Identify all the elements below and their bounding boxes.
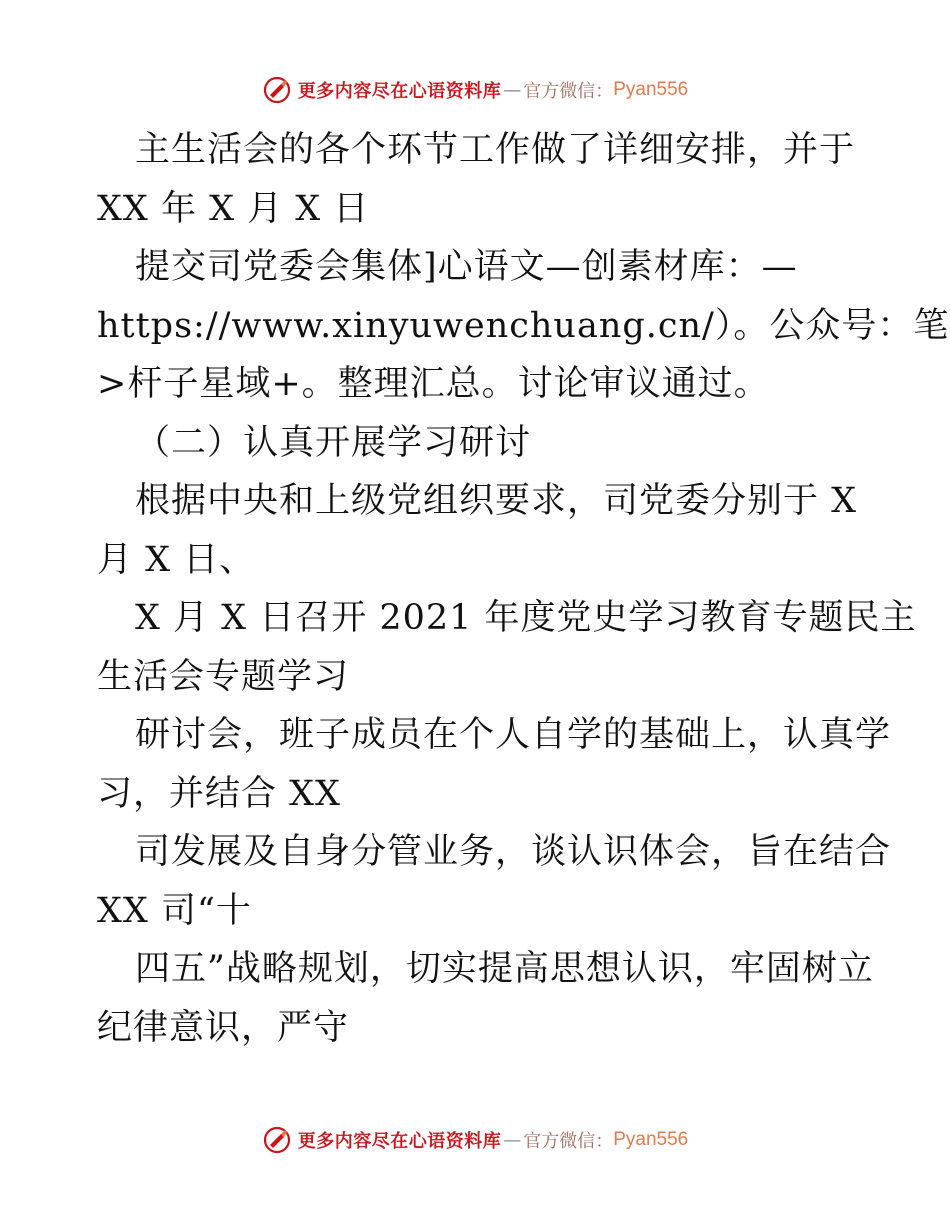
body-line: https://www.xinyuwenchuang.cn/）。公众号：笔 [97,305,950,346]
body-line: 主生活会的各个环节工作做了详细安排，并于 [135,130,856,170]
body-line: XX 年 X 月 X 日 [97,188,370,229]
body-line: X 月 X 日召开 2021 年度党史学习教育专题民主 [135,598,917,638]
banner-wechat-id: Pyan556 [613,79,689,100]
body-line: 月 X 日、 [97,539,256,580]
section-heading: （二）认真开展学习研讨 [135,422,532,463]
banner-brand-text: 更多内容尽在心语资料库 [297,81,502,102]
body-line: 根据中央和上级党组织要求，司党委分别于 X [135,481,858,521]
body-line: 习，并结合 XX [97,773,341,814]
banner-dash: — [503,1129,522,1151]
body-line: 纪律意识，严守 [97,1007,350,1048]
footer-banner [0,1120,950,1160]
banner-dash: — [503,79,522,101]
body-line: 四五”战略规划，切实提高思想认识，牢固树立 [135,949,874,989]
banner-brand-text: 更多内容尽在心语资料库 [297,1131,502,1152]
logo-icon [262,75,292,105]
body-line: 提交司党委会集体]心语文—创素材库：— [135,247,798,287]
document-body [97,121,950,1057]
logo-icon [262,1125,292,1155]
body-line: >杆子星域+。整理汇总。讨论审议通过。 [97,364,770,404]
body-line: 生活会专题学习 [97,656,350,697]
body-line: XX 司“十 [97,890,252,931]
body-line: 研讨会，班子成员在个人自学的基础上，认真学 [135,715,892,755]
banner-wechat-id: Pyan556 [613,1129,689,1150]
body-line: 司发展及自身分管业务，谈认识体会，旨在结合 [135,832,892,872]
banner-wechat-label: 官方微信： [523,81,614,102]
banner-wechat-label: 官方微信： [523,1131,614,1152]
header-banner [0,70,950,110]
